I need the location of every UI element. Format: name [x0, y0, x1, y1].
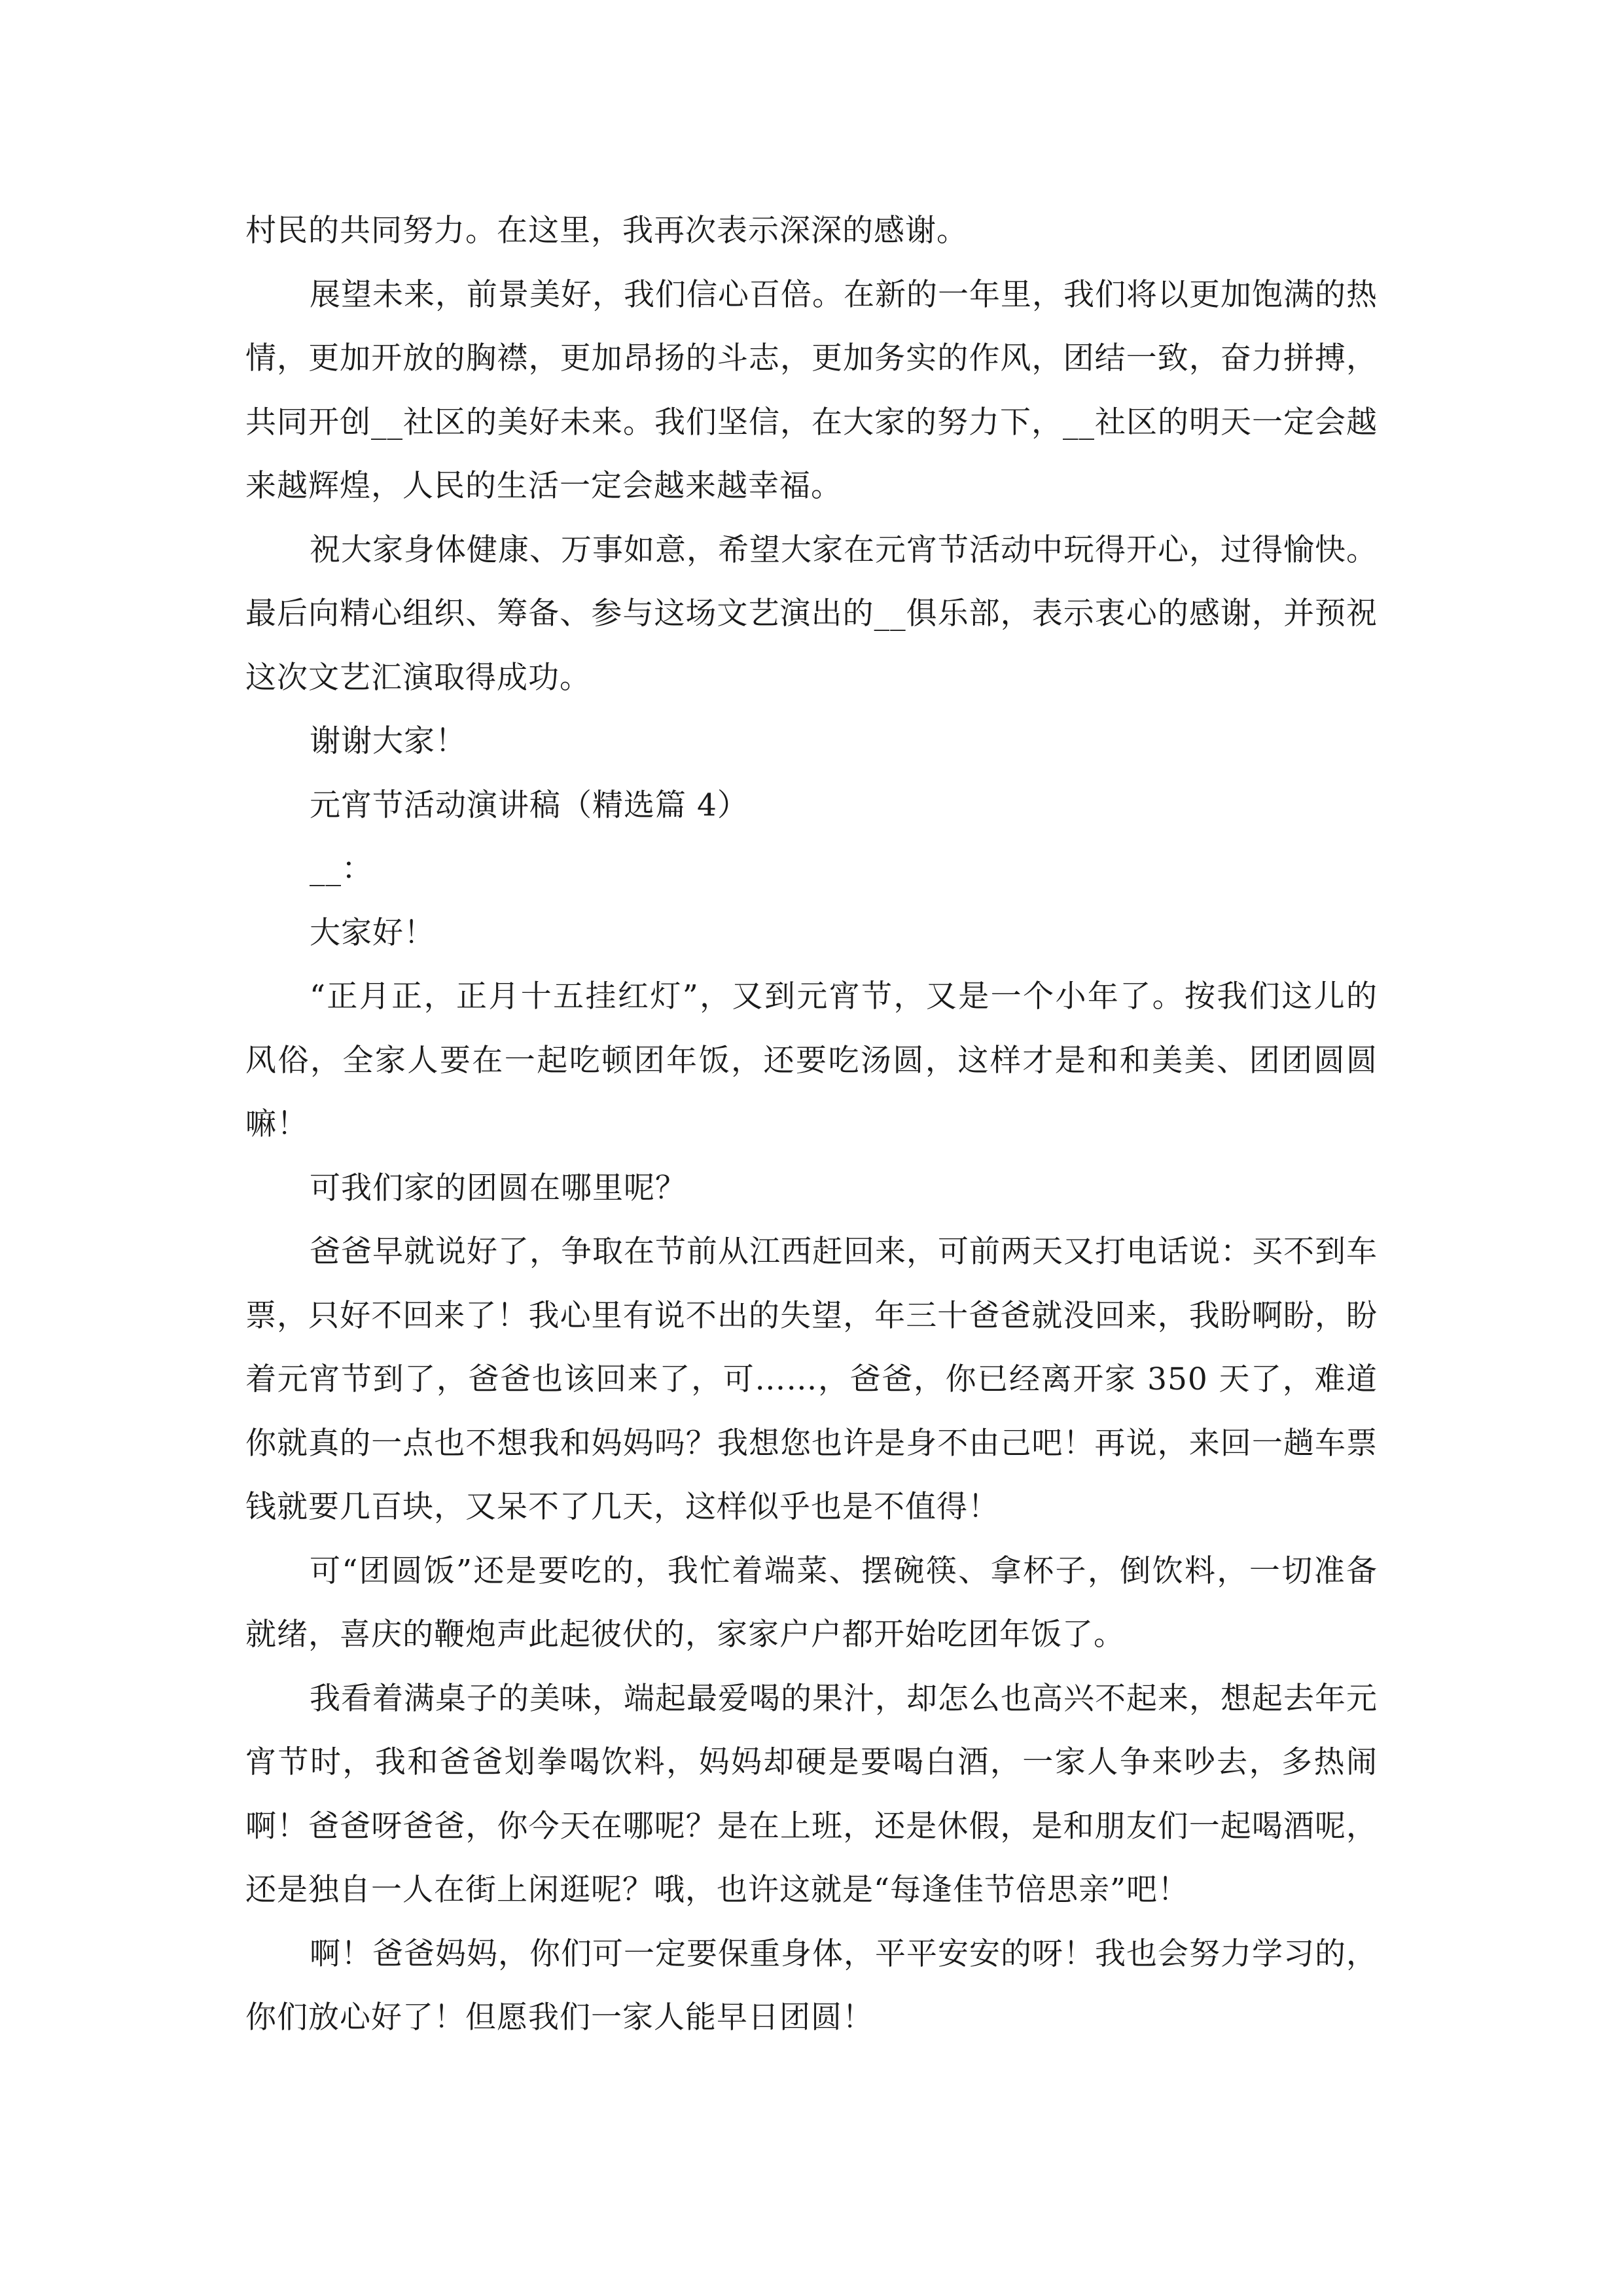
paragraph-memories: 我看着满桌子的美味，端起最爱喝的果汁，却怎么也高兴不起来，想起去年元宵节时，我和爸爸划拳喝饮料，妈妈却硬是要喝白酒，一家人争来吵去，多热闹啊！爸爸呀爸爸，你今天在哪呢？是在上班，还是休假，是和朋友们一起喝酒呢，还是独自一人在街上闲逛呢？哦，也许这就是“每逢佳节倍思亲”吧！: [245, 1680, 1378, 1908]
paragraph-thanks: 谢谢大家！: [310, 723, 467, 759]
salutation-line: __：: [310, 851, 373, 887]
paragraph-father: 爸爸早就说好了，争取在节前从江西赶回来，可前两天又打电话说：买不到车票，只好不回来了！我心里有说不出的失望，年三十爸爸就没回来，我盼啊盼，盼着元宵节到了，爸爸也该回来了，可……，爸爸，你已经离开家 350 天了，难道你就真的一点也不想我和妈妈吗？我想您也许是身不由己吧！再说，来回一趟车票钱就要几百块，又呆不了几天，这样似乎也是不值得！: [245, 1234, 1378, 1525]
paragraph-continuation: 村民的共同努力。在这里，我再次表示深深的感谢。: [245, 213, 968, 249]
paragraph-question: 可我们家的团圆在哪里呢？: [310, 1170, 687, 1206]
document-body: [245, 199, 1378, 2050]
paragraph-future-outlook: 展望未来，前景美好，我们信心百倍。在新的一年里，我们将以更加饱满的热情，更加开放的胸襟，更加昂扬的斗志，更加务实的作风，团结一致，奋力拼搏，共同开创__社区的美好未来。我们坚信，在大家的努力下，__社区的明天一定会越来越辉煌，人民的生活一定会越来越幸福。: [245, 276, 1378, 504]
paragraph-closing-wish: 啊！爸爸妈妈，你们可一定要保重身体，平平安安的呀！我也会努力学习的，你们放心好了！但愿我们一家人能早日团圆！: [245, 1935, 1378, 2036]
paragraph-wishes: 祝大家身体健康、万事如意，希望大家在元宵节活动中玩得开心，过得愉快。最后向精心组织、筹备、参与这场文艺演出的__俱乐部，表示衷心的感谢，并预祝这次文艺汇演取得成功。: [245, 531, 1378, 696]
section-title: 元宵节活动演讲稿（精选篇 4）: [310, 787, 749, 823]
paragraph-festival-custom: “正月正，正月十五挂红灯”，又到元宵节，又是一个小年了。按我们这儿的风俗，全家人要在一起吃顿团年饭，还要吃汤圆，这样才是和和美美、团团圆圆嘛！: [245, 978, 1378, 1142]
greeting-line: 大家好！: [310, 914, 435, 951]
paragraph-reunion-dinner: 可“团圆饭”还是要吃的，我忙着端菜、摆碗筷、拿杯子，倒饮料，一切准备就绪，喜庆的鞭炮声此起彼伏的，家家户户都开始吃团年饭了。: [245, 1552, 1378, 1653]
